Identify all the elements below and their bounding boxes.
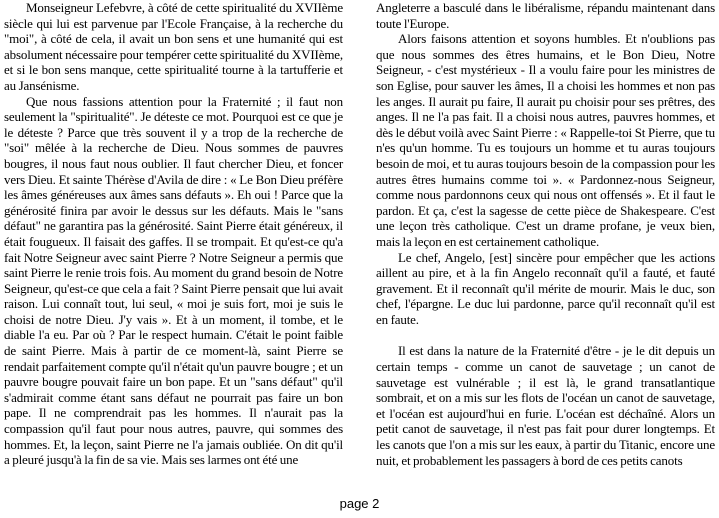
paragraph: Le chef, Angelo, [est] sincère pour empêcher que les actions aillent au pire, et à la fin Angelo reconnaît qu'il a fauté, et fauté gravement. Et il reconnaît qu'il mérite de mourir. Mais le duc, son chef, l'épargne. Le duc lui pardonne, parce qu'il reconnaît qu'il est en faute. [376,249,715,327]
paragraph: Angleterre a basculé dans le libéralisme, répandu maintenant dans toute l'Europe. [376,0,715,31]
right-column [376,0,715,468]
paragraph-gap [376,327,715,343]
paragraph: Il est dans la nature de la Fraternité d'être - je le dit depuis un certain temps - comme un canot de sauvetage ; un canot de sauvetage est vulnérable ; il est là, le grand transatlantique sombrait, et on a mis sur les flots de l'océan un canot de sauvetage, et l'océan est aujourd'hui en furie. L'océan est déchaîné. Alors un petit canot de sauvetage, il n'est pas fait pour durer longtemps. Et les canots que l'on a mis sur les eaux, à partir du Titanic, encore une nuit, et probablement les passagers à bord de ces petits canots [376,343,715,468]
page-number: page 2 [339,496,380,511]
paragraph: Monseigneur Lefebvre, à côté de cette spiritualité du XVIIème siècle qui lui est parvenue par l'Ecole Française, à la recherche du "moi", à côté de cela, il avait un bon sens et une humanité qui est absolument nécessaire pour tempérer cette spiritualité du XVIIème, et si le bon sens manque, cette spiritualité tourne à la tartufferie et au Jansénisme. [4,0,343,93]
paragraph: Que nous fassions attention pour la Fraternité ; il faut non seulement la "spiritualité". Je déteste ce mot. Pourquoi est ce que je le déteste ? Parce que très souvent il y a trop de la recherche de "soi" mêlée à la recherche de Dieu. Nous sommes de pauvres bougres, il nous faut nous oublier. Il faut chercher Dieu, et foncer vers Dieu. Et sainte Thérèse d'Avila de dire : « Le Bon Dieu préfère les âmes généreuses aux âmes sans défauts ». Eh oui ! Parce que la générosité finira par avoir le dessus sur les défauts. Mais le "sans défaut" ne garantira pas la générosité. Saint Pierre était généreux, il était fougueux. Il faisait des gaffes. Il se trompait. Et qu'est-ce qu'a fait Notre Seigneur avec saint Pierre ? Notre Seigneur a permis que saint Pierre le renie trois fois. Au moment du grand besoin de Notre Seigneur, qu'est-ce que cela a fait ? Saint Pierre pensait que lui avait raison. Lui connaît tout, lui seul, « moi je suis fort, moi je suis le choisi de notre Dieu. J'y vais ». Et à un moment, il tombe, et le diable l'a eu. Par où ? Par le respect humain. C'était le point faible de saint Pierre. Mais à partir de ce moment-là, saint Pierre se rendait parfaitement compte qu'il n'était qu'un pauvre bougre ; et un pauvre bougre pouvait faire un bon pape. Et un "sans défaut" qu'il s'admirait comme étant sans défaut ne pourrait pas faire un bon pape. Il ne comprendrait pas les hommes. Il n'aurait pas la compassion qu'il faut pour nous autres, pauvre, qui sommes des hommes. Et, la leçon, saint Pierre ne l'a jamais oubliée. On dit qu'il a pleuré jusqu'à la fin de sa vie. Mais ses larmes ont été une [4,93,343,468]
paragraph: Alors faisons attention et soyons humbles. Et n'oublions pas que nous sommes des êtres humains, et le Bon Dieu, Notre Seigneur, - c'est mystérieux - Il a voulu faire pour les ministres de son Eglise, pour sauver les âmes, Il a choisi les hommes et non pas les anges. Il aurait pu faire, Il aurait pu choisir pour ses prêtres, des anges. Il ne l'a pas fait. Il a choisi nous autres, pauvres hommes, et dès le début voilà avec Saint Pierre : « Rappelle-toi St Pierre, que tu n'es qu'un homme. Tu es toujours un homme et tu auras toujours besoin de moi, et tu auras toujours besoin de la compassion pour les autres êtres humains comme toi ». « Pardonnez-nous Seigneur, comme nous pardonnons ceux qui nous ont offensés ». Et il faut le pardon. Et ça, c'est la sagesse de cette pièce de Shakespeare. C'est une leçon très catholique. C'est un drame profane, je veux bien, mais la leçon en est certainement catholique. [376,31,715,249]
left-column [4,0,343,468]
